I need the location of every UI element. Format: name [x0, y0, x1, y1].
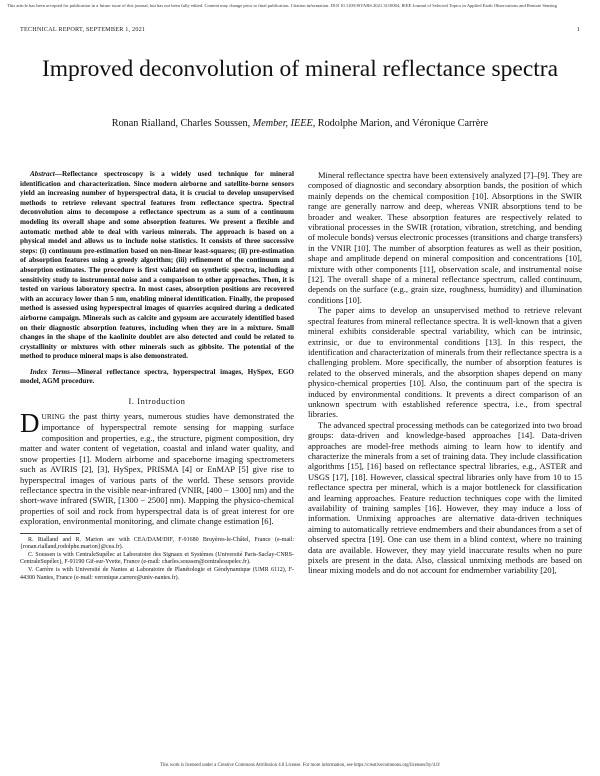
license-notice-bottom: This work is licensed under a Creative Commons Attribution 4.0 License. For more information, see https://creativecommons.org/licenses/by/4.0/: [160, 763, 440, 768]
body-paragraph: The advanced spectral processing methods can be categorized into two broad groups: data-driven and knowledge-based approaches [14]. Data-driven approaches are model-free methods aiming to learn how to identify and characterize the minerals from a set of training data. They include classification algorithms [15], [16] based on reflectance spectral libraries, e.g., ASTER and USGS [17], [18]. However, classical spectral libraries only have from 10 to 15 reflectance spectra per mineral, which is a major bottleneck for classification and learning approaches. Feature reduction techniques cope with the limited availability of training samples [16]. However, they may induce a loss of information. Unmixing approaches are alternative data-driven techniques aiming to automatically retrieve endmembers and their abundances from a set of observed spectra [19]. One can use them in a blind context, where no training data are available. However, they may yield inaccurate results when no pure pixels are present in the data. Also, classical unmixing methods are based on linear mixing models and do not account for endmember variability [20],: [308, 419, 582, 576]
author-names: Ronan Rialland, Charles Soussen,: [111, 118, 253, 129]
index-terms-text: —Mineral reflectance spectra, hyperspectral images, HySpex, EGO model, AGM procedure.: [20, 367, 295, 386]
running-head-text: TECHNICAL REPORT, SEPTEMBER 1, 2021: [20, 26, 146, 33]
index-terms-label: Index Terms: [30, 367, 70, 376]
abstract: [20, 170, 294, 362]
index-terms: [20, 368, 294, 387]
running-head: [20, 26, 580, 33]
abstract-label: Abstract: [30, 170, 55, 178]
footnote-affiliation: V. Carrère is with Université de Nantes at Laboratoire de Planétologie et Géodynamique (UMR 6112), F-44300 Nantes, France (e-mail: veronique.carrere@univ-nantes.fr).: [20, 566, 294, 581]
footnote-affiliation: C. Soussen is with CentraleSupélec at Laboratoire des Signaux et Systèmes (Université Paris-Saclay-CNRS-CentraleSupélec), F-91190 Gif-sur-Yvette, France (e-mail: charles.soussen@centralesupelec.fr).: [20, 551, 294, 566]
footnote-rule: [20, 533, 80, 534]
abstract-text: —Reflectance spectroscopy is a widely used technique for mineral identification and characterization. Since modern airborne and satellite-borne sensors yield an increasing number of hyperspectral data, it is crucial to develop unsupervised methods to retrieve relevant spectral features from reflectance spectra. Spectral deconvolution aims to decompose a reflectance spectrum as a sum of a continuum modeling its overall shape and some absorption features. We present a flexible and automatic method able to deal with various minerals. The approach is based on a physical model and allows us to include noise statistics. It consists of three successive steps: (i) continuum pre-estimation based on non-linear least-squares; (ii) pre-estimation of absorption features using a greedy algorithm; (iii) refinement of the continuum and absorption estimates. The procedure is first validated on synthetic spectra, including a sensitivity study to instrumental noise and a comparison to other approaches. Then, it is tested on various laboratory spectra. In most cases, absorption positions are recovered with an accuracy lower than 5 nm, enabling mineral identification. Finally, the proposed method is assessed using hyperspectral images of quarries acquired during a dedicated airborne campaign. Minerals such as calcite and gypsum are accurately identified based on their diagnostic absorption features, including when they are in a mixture. Small changes in the shape of the kaolinite doublet are also detected and could be related to crystallinity or mixtures with other minerals such as gibbsite. The potential of the method to produce mineral maps is also demonstrated.: [20, 170, 294, 361]
author-membership: Member, IEEE: [252, 118, 313, 129]
drop-cap: D: [20, 408, 40, 439]
section-heading-introduction: I. Introduction: [128, 397, 186, 407]
paper-title: Improved deconvolution of mineral reflectance spectra: [41, 56, 559, 82]
body-paragraph: Mineral reflectance spectra have been extensively analyzed [7]–[9]. They are composed of diagnostic and secondary absorption bands, the position of which mainly depends on the chemical composition [10]. Absorptions in the SWIR range are generally narrow and deep, whereas VNIR absorptions tend to be broader and weaker. These absorption features are respectively related to vibrational processes in the SWIR (rotation, vibration, stretching, and bending of molecule bonds) versus electronic processes (transitions and charge transfers) in the VNIR [10]. The number of absorption features as well as their position, shape and amplitude depend on mineral composition and concentrations [10], mixture with other components [11], observation scale, and instrumental noise [12]. The overall shape of a mineral reflectance spectrum, called continuum, depends on the surface (e.g., grain size, roughness, humidity) and illumination conditions [10].: [308, 170, 582, 305]
footnote-affiliation: R. Rialland and R. Marion are with CEA/DAM/DIF, F-91680 Bruyères-le-Châtel, France (e-mail: {ronan.rialland,rodolphe.marion}@cea.fr).: [20, 536, 294, 551]
intro-lead-word: URING: [41, 412, 65, 422]
left-column: [20, 170, 294, 582]
publication-notice-top: This article has been accepted for publication in a future issue of this journal, but has not been fully edited. Content may change prior to final publication. Citation information: DOI 10.1109/JSTARS.2021.3110004, IEEE Journal of Selected Topics in Applied Earth Observations and Remote Sensing: [7, 3, 557, 8]
page-number: 1: [576, 26, 580, 33]
author-names-rest: , Rodolphe Marion, and Véronique Carrère: [312, 118, 489, 129]
right-column: [308, 170, 582, 576]
intro-text: the past thirty years, numerous studies have demonstrated the importance of hyperspectral remote sensing for mapping surface composition and properties, e.g., the structure, pigment composition, dry matter and water content of vegetation, coastal and inland water quality, and snow properties [1]. Modern airborne and spaceborne imaging spectrometers such as AVIRIS [2], [3], HySpex, PRISMA [4] or EnMAP [5] give rise to hyperspectral images of various parts of the world. These sensors provide reflectance spectra in the visible near-infrared (VNIR, [400 − 1300] nm) and the short-wave infrared (SWIR, [1300 − 2500] nm). Mapping the physico-chemical properties of soil and rock from hyperspectral data is of great interest for ore exploration, environmental monitoring, and climate change estimation [6].: [20, 411, 294, 527]
author-line: [40, 118, 560, 129]
body-paragraph: The paper aims to develop an unsupervised method to retrieve relevant spectral features from mineral reflectance spectra. It is well-known that a given mineral exhibits considerable spectral variability, which can be intrinsic, extrinsic, or due to environmental conditions [13]. In this respect, the identification and characterization of minerals from their reflectance spectra is a challenging problem. More specifically, the number of absorption features is related to the observed minerals, and the absorption shapes depend on many physico-chemical properties [10]. Also, the continuum part of the spectra is induced by environmental conditions. It prevents a direct comparison of an unknown spectrum with established reference spectra, i.e., from spectral libraries.: [308, 305, 582, 420]
introduction-paragraph: [20, 408, 294, 527]
